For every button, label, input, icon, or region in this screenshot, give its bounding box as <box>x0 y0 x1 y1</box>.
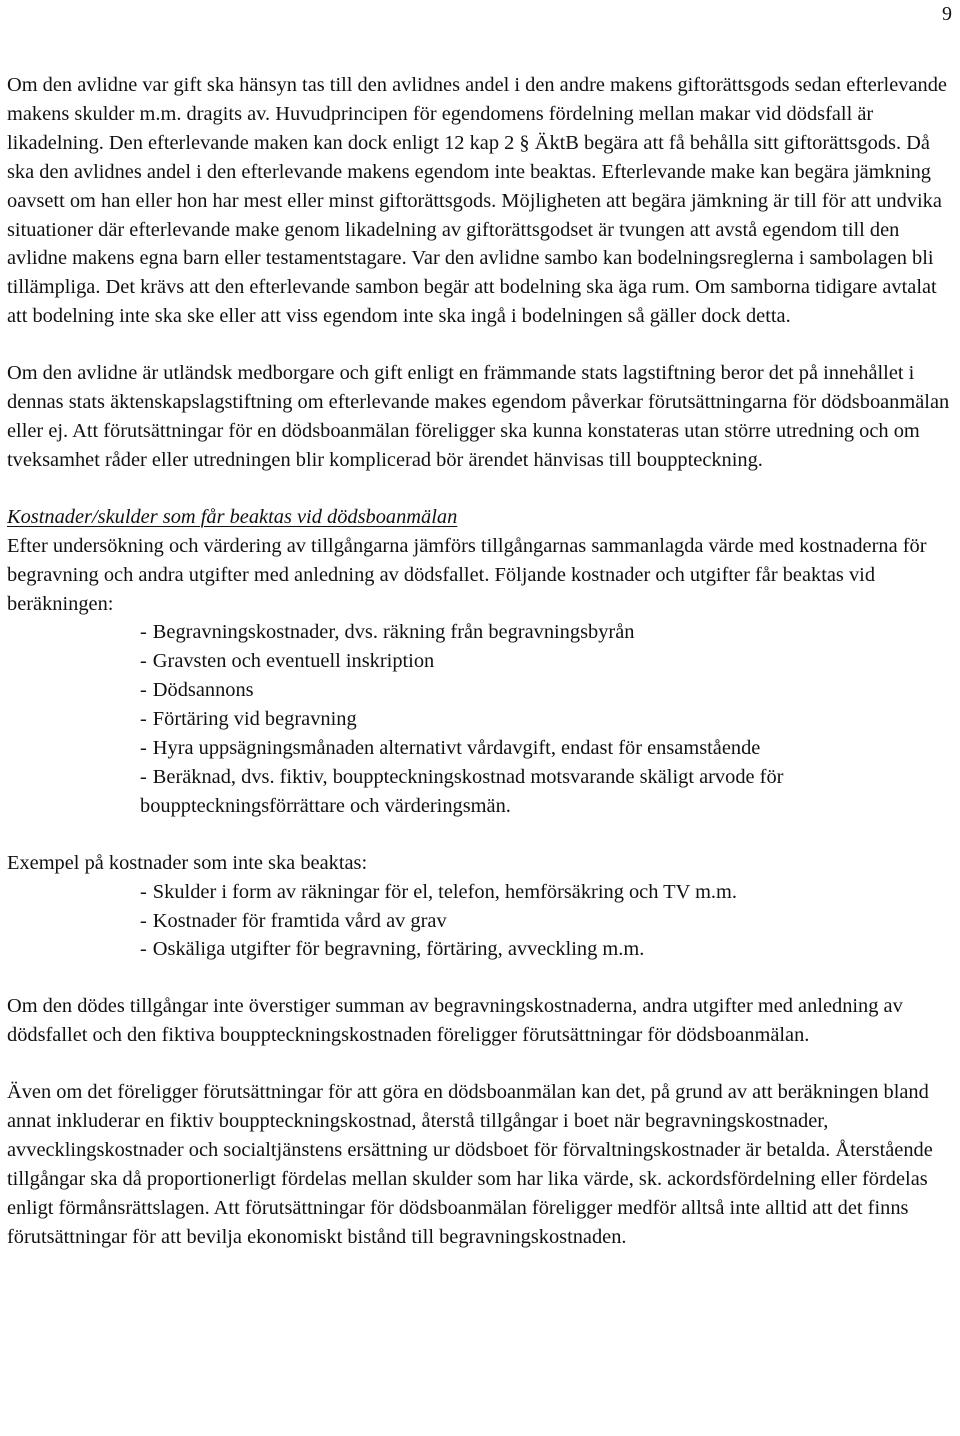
document-body <box>7 71 957 1252</box>
paragraph-cost-comparison: Efter undersökning och värdering av tillgångarna jämförs tillgångarnas sammanlagda värde med kostnaderna för begravning och andra utgifter med anledning av dödsfallet. Följande kostnader och utgifter får beaktas vid beräkningen: <box>7 534 927 615</box>
page-number: 9 <box>942 3 952 25</box>
list-item: - Kostnader för framtida vård av grav <box>140 909 447 932</box>
list-item: - Beräknad, dvs. fiktiv, bouppteckningskostnad motsvarande skäligt arvode för bouppteckningsförrättare och värderingsmän. <box>140 765 784 817</box>
paragraph-remaining-assets: Även om det föreligger förutsättningar för att göra en dödsboanmälan kan det, på grund av att beräkningen bland annat inkluderar en fiktiv bouppteckningskostnad, återstå tillgångar i boet när begravningskostnader, avvecklingskostnader och socialtjänstens ersättning ur dödsboet för förvaltningskostnader är betalda. Återstående tillgångar ska då proportionerligt fördelas mellan skulder som har lika värde, sk. ackordsfördelning eller fördelas enligt förmånsrättslagen. Att förutsättningar för dödsboanmälan föreligger medför alltså inte alltid att det finns förutsättningar för att bevilja ekonomiskt bistånd till begravningskostnaden. <box>7 1081 933 1248</box>
list-item: - Hyra uppsägningsmånaden alternativt vårdavgift, endast för ensamstående <box>140 737 761 760</box>
allowed-costs-list <box>7 618 957 820</box>
excluded-costs-list <box>7 878 957 965</box>
list-item: - Förtäring vid begravning <box>140 708 357 731</box>
list-item: - Begravningskostnader, dvs. räkning från begravningsbyrån <box>140 621 635 644</box>
paragraph-foreign-citizen: Om den avlidne är utländsk medborgare och gift enligt en främmande stats lagstiftning beror det på innehållet i dennas stats äktenskapslagstiftning om efterlevande makes egendom påverkar förutsättningarna för dödsboanmälan eller ej. Att förutsättningar för en dödsboanmälan föreligger ska kunna konstateras utan större utredning och om tveksamhet råder eller utredningen blir komplicerad bör ärendet hänvisas till bouppteckning. <box>7 362 950 471</box>
list-item: - Gravsten och eventuell inskription <box>140 650 435 673</box>
list-item: - Dödsannons <box>140 679 254 702</box>
list-item: - Skulder i form av räkningar för el, telefon, hemförsäkring och TV m.m. <box>140 880 737 903</box>
paragraph-assets-threshold: Om den dödes tillgångar inte överstiger summan av begravningskostnaderna, andra utgifter med anledning av dödsfallet och den fiktiva bouppteckningskostnaden föreligger förutsättningar för dödsboanmälan. <box>7 995 903 1047</box>
section-heading-costs: Kostnader/skulder som får beaktas vid dödsboanmälan <box>7 505 458 528</box>
paragraph-marital-property: Om den avlidne var gift ska hänsyn tas till den avlidnes andel i den andre makens giftorättsgods sedan efterlevande makens skulder m.m. dragits av. Huvudprincipen för egendomens fördelning mellan makar vid dödsfall är likadelning. Den efterlevande maken kan dock enligt 12 kap 2 § ÄktB begära att få behålla sitt giftorättsgods. Då ska den avlidnes andel i den efterlevande makens egendom inte beaktas. Efterlevande make kan begära jämkning oavsett om han eller hon har mest eller minst giftorättsgods. Möjligheten att begära jämkning är till för att undvika situationer där efterlevande make genom likadelning av giftorättsgodset är tvungen att avstå egendom till den avlidne makens egna barn eller testamentstagare. Var den avlidne sambo kan bodelningsreglerna i sambolagen bli tillämpliga. Det krävs att den efterlevande sambon begär att bodelning ska äga rum. Om samborna tidigare avtalat att bodelning inte ska ske eller att viss egendom inte ska ingå i bodelningen så gäller dock detta. <box>7 74 947 328</box>
list-item: - Oskäliga utgifter för begravning, förtäring, avveckling m.m. <box>140 938 645 961</box>
paragraph-excluded-intro: Exempel på kostnader som inte ska beaktas: <box>7 851 368 874</box>
